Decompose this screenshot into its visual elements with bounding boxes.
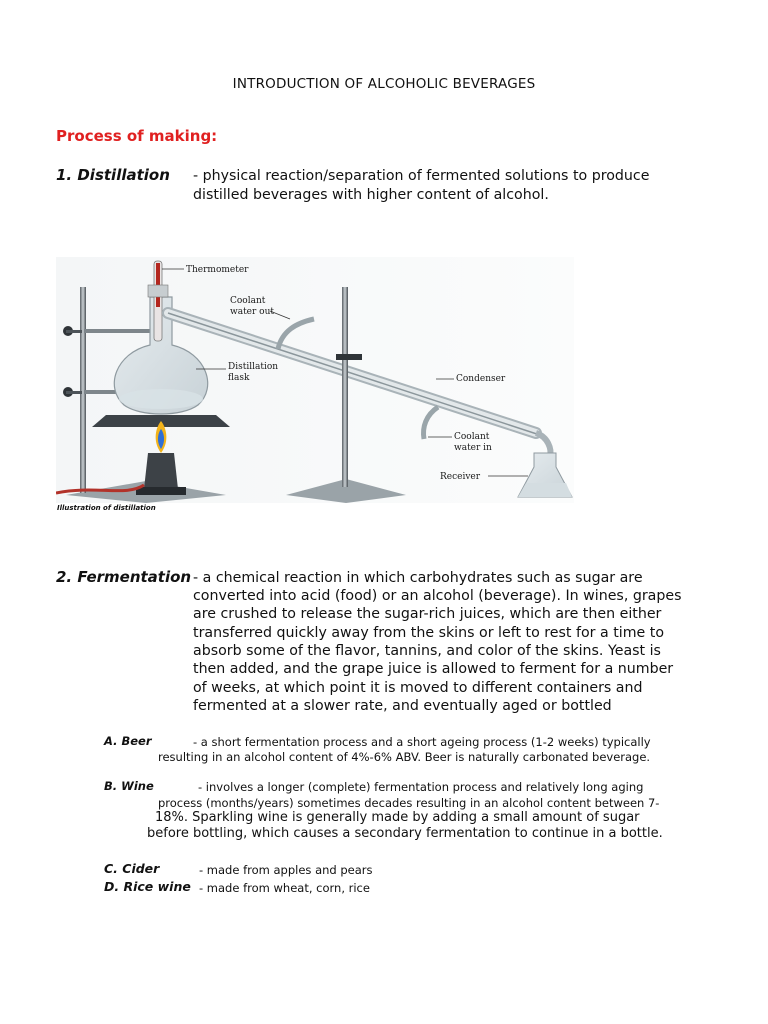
rice-wine-text: - made from wheat, corn, rice	[199, 881, 370, 895]
label-coolant-in-2: water in	[454, 443, 492, 453]
label-coolant-out-2: water out	[230, 307, 275, 317]
fermentation-text-5: absorb some of the flavor, tannins, and color of the skins. Yeast is	[193, 643, 661, 659]
label-receiver: Receiver	[440, 472, 481, 482]
distillation-text-2: distilled beverages with higher content of alcohol.	[193, 187, 549, 203]
fermentation-text-8: fermented at a slower rate, and eventually aged or bottled	[193, 698, 612, 714]
beer-text-2: resulting in an alcohol content of 4%-6% ABV. Beer is naturally carbonated beverage.	[158, 750, 651, 764]
fermentation-text-3: are crushed to release the sugar-rich juices, which are then either	[193, 606, 662, 622]
figure-caption: Illustration of distillation	[57, 504, 156, 512]
wine-label: B. Wine	[104, 779, 154, 793]
beer-label: A. Beer	[104, 734, 152, 748]
fermentation-text-2: converted into acid (food) or an alcohol (beverage). In wines, grapes	[193, 588, 682, 604]
label-condenser: Condenser	[456, 374, 506, 384]
label-coolant-in-1: Coolant	[454, 432, 490, 442]
beer-text-1: - a short fermentation process and a short ageing process (1-2 weeks) typically	[193, 735, 651, 749]
page-title: INTRODUCTION OF ALCOHOLIC BEVERAGES	[232, 76, 536, 92]
rice-wine-label: D. Rice wine	[104, 879, 191, 894]
wine-text-3: 18%. Sparkling wine is generally made by adding a small amount of sugar	[155, 810, 640, 825]
cider-label: C. Cider	[104, 861, 160, 876]
fermentation-text-4: transferred quickly away from the skins or left to rest for a time to	[193, 625, 665, 641]
fermentation-heading: 2. Fermentation	[56, 568, 192, 586]
label-flask-2: flask	[228, 373, 250, 383]
label-coolant-out-1: Coolant	[230, 296, 266, 306]
distillation-heading: 1. Distillation	[56, 166, 170, 184]
fermentation-text-1: - a chemical reaction in which carbohydrates such as sugar are	[193, 570, 643, 586]
label-flask-1: Distillation	[228, 362, 279, 372]
section-heading: Process of making:	[56, 127, 218, 145]
label-thermometer: Thermometer	[186, 265, 249, 275]
wine-text-2: process (months/years) sometimes decades resulting in an alcohol content between 7-	[158, 796, 660, 810]
bunsen-burner	[144, 453, 178, 489]
distillation-illustration	[56, 257, 574, 503]
right-stand-pole	[342, 287, 348, 487]
wine-text-4: before bottling, which causes a secondary fermentation to continue in a bottle.	[147, 826, 663, 841]
fermentation-text-6: then added, and the grape juice is allowed to ferment for a number	[193, 661, 674, 677]
cider-text: - made from apples and pears	[199, 863, 373, 877]
distillation-text-1: - physical reaction/separation of fermented solutions to produce	[193, 168, 650, 184]
fermentation-text-7: of weeks, at which point it is moved to different containers and	[193, 680, 643, 696]
wine-text-1: - involves a longer (complete) fermentation process and relatively long aging	[198, 780, 644, 794]
